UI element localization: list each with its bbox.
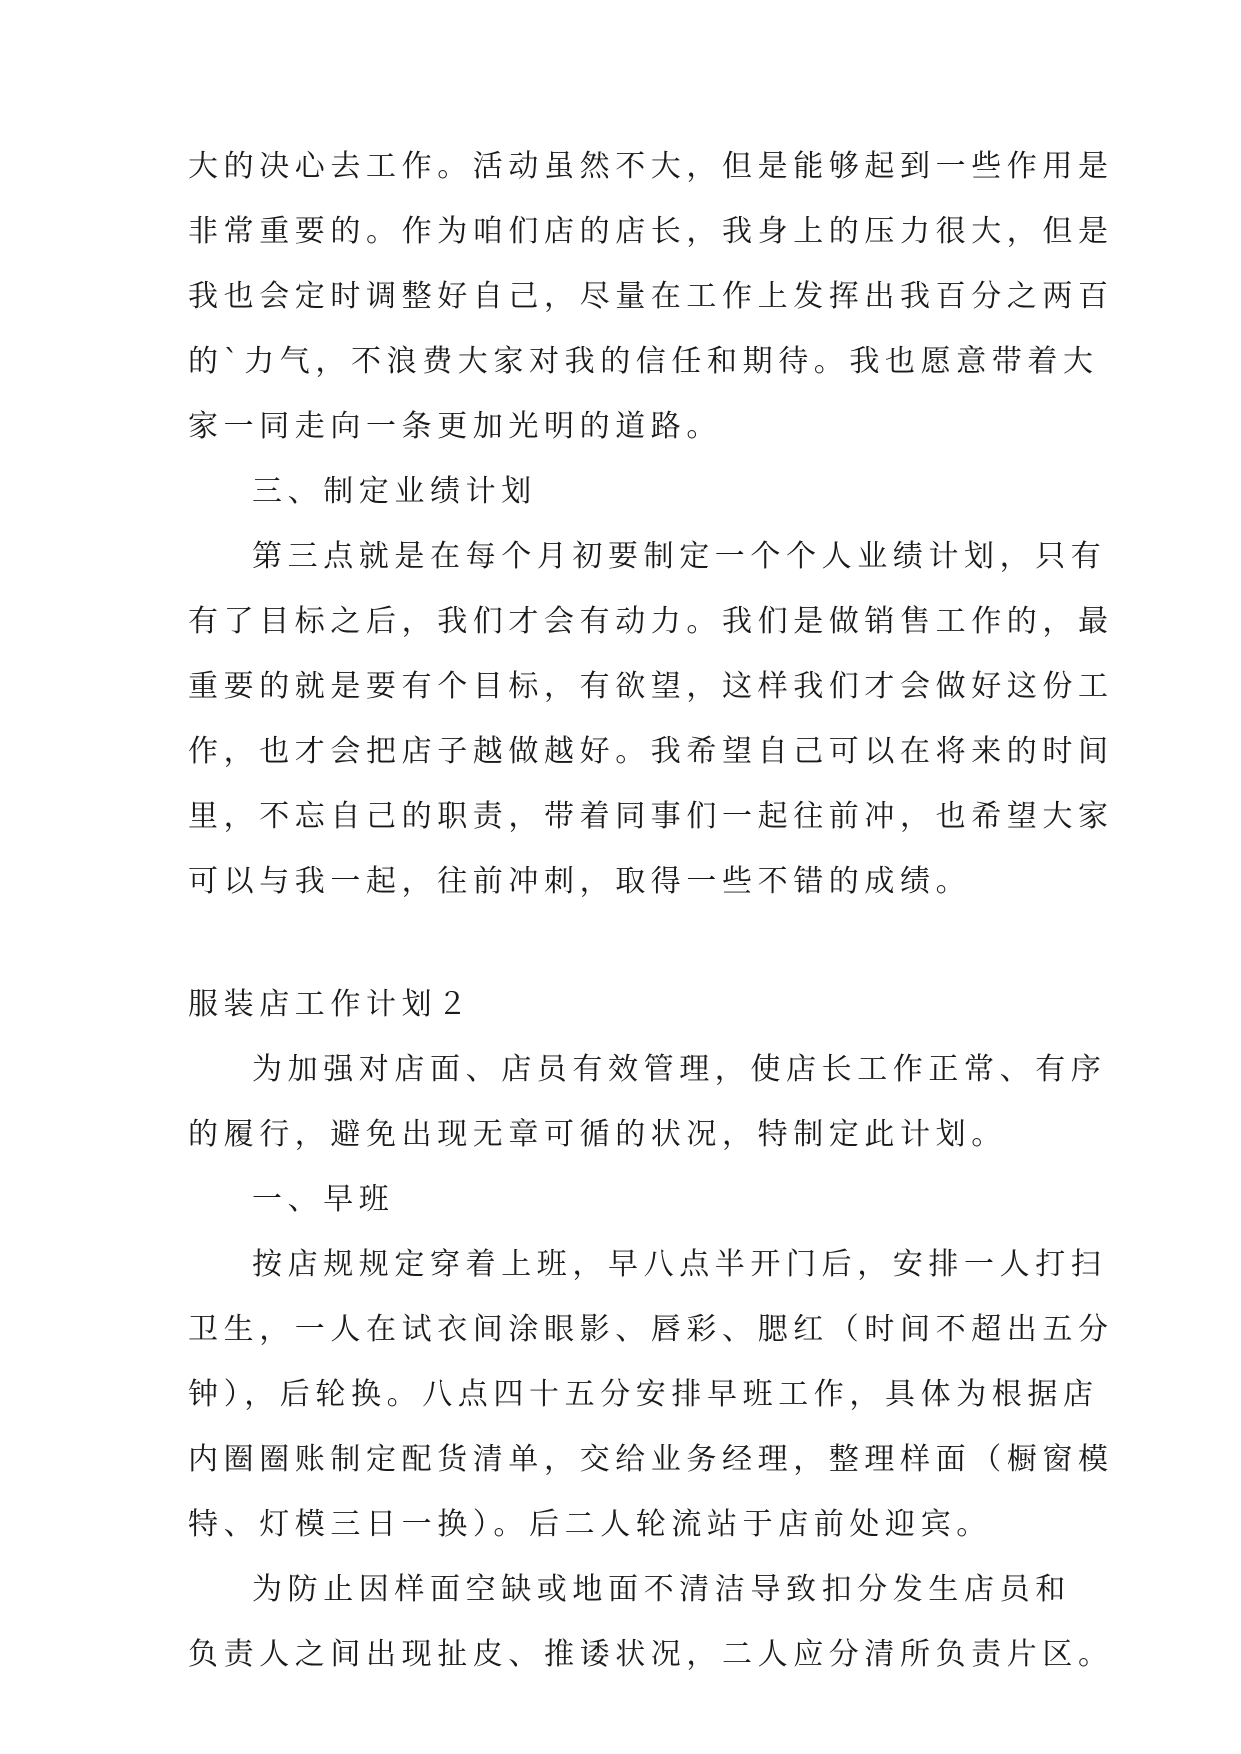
- paragraph-line: 特、灯模三日一换）。后二人轮流站于店前处迎宾。: [188, 1507, 992, 1542]
- paragraph-line: 第三点就是在每个月初要制定一个个人业绩计划，只有: [252, 539, 1107, 574]
- paragraph-line: 作，也才会把店子越做越好。我希望自己可以在将来的时间: [188, 734, 1114, 769]
- paragraph-line: 按店规规定穿着上班，早八点半开门后，安排一人打扫: [252, 1247, 1107, 1282]
- paragraph-line: 可以与我一起，往前冲刺，取得一些不错的成绩。: [188, 864, 972, 899]
- paragraph-line: 家一同走向一条更加光明的道路。: [188, 409, 722, 444]
- paragraph-line: 有了目标之后，我们才会有动力。我们是做销售工作的，最: [188, 604, 1114, 639]
- paragraph-line: 卫生，一人在试衣间涂眼影、唇彩、腮红（时间不超出五分: [188, 1312, 1114, 1347]
- paragraph-line: 为加强对店面、店员有效管理，使店长工作正常、有序: [252, 1052, 1107, 1087]
- section-heading: 三、制定业绩计划: [252, 474, 537, 509]
- paragraph-line: 钟），后轮换。八点四十五分安排早班工作，具体为根据店: [188, 1377, 1099, 1412]
- paragraph-line: 负责人之间出现扯皮、推诿状况，二人应分清所负责片区。: [188, 1637, 1114, 1672]
- section-heading: 一、早班: [252, 1182, 395, 1217]
- paragraph-line: 非常重要的。作为咱们店的店长，我身上的压力很大，但是: [188, 214, 1114, 249]
- paragraph-line: 为防止因样面空缺或地面不清洁导致扣分发生店员和: [252, 1572, 1071, 1607]
- document-title: 服装店工作计划２: [188, 987, 473, 1022]
- paragraph-line: 大的决心去工作。活动虽然不大，但是能够起到一些作用是: [188, 149, 1114, 184]
- paragraph-line: 的`力气，不浪费大家对我的信任和期待。我也愿意带着大: [188, 344, 1099, 379]
- paragraph-line: 的履行，避免出现无章可循的状况，特制定此计划。: [188, 1117, 1007, 1152]
- paragraph-line: 内圈圈账制定配货清单，交给业务经理，整理样面（橱窗模: [188, 1442, 1114, 1477]
- paragraph-line: 重要的就是要有个目标，有欲望，这样我们才会做好这份工: [188, 669, 1114, 704]
- paragraph-line: 里，不忘自己的职责，带着同事们一起往前冲，也希望大家: [188, 799, 1114, 834]
- paragraph-line: 我也会定时调整好自己，尽量在工作上发挥出我百分之两百: [188, 279, 1114, 314]
